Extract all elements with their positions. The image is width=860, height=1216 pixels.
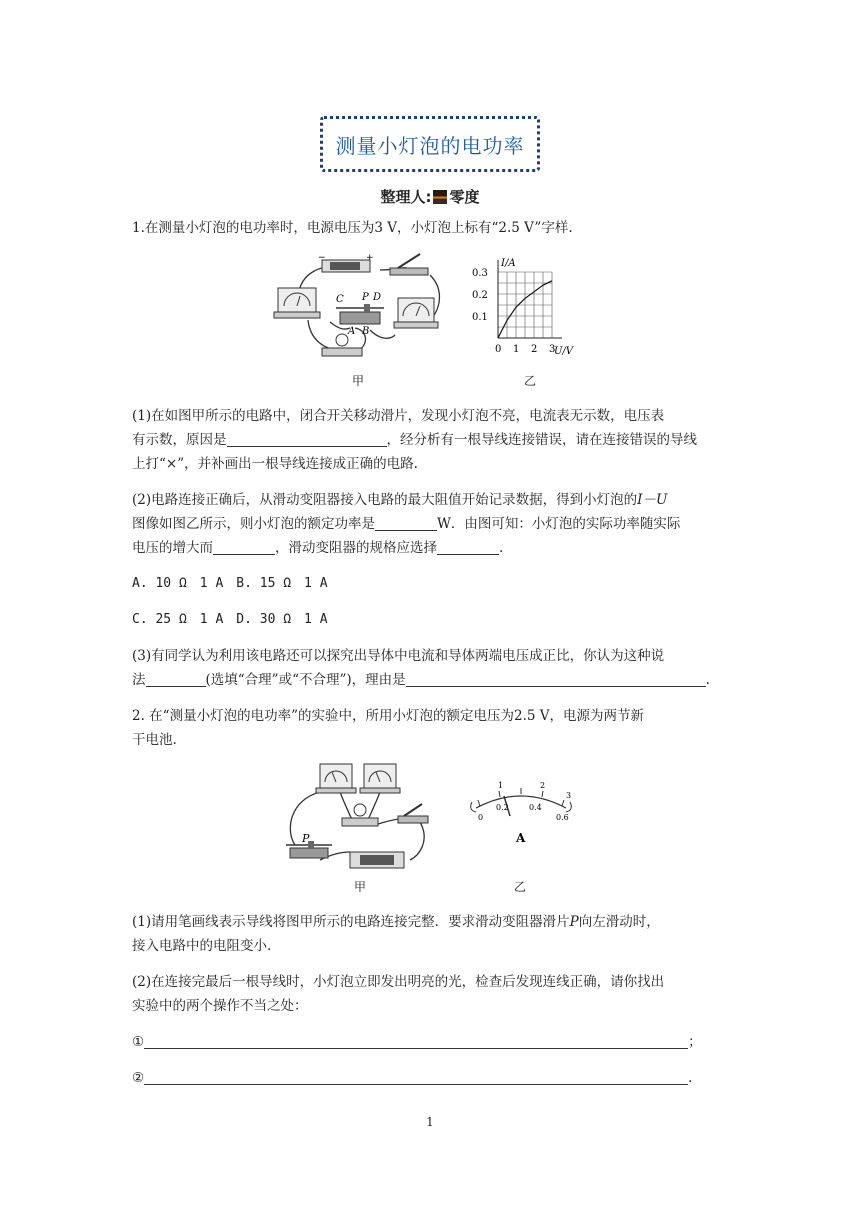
q1-options-cd: C. 25 Ω 1 A D. 30 Ω 1 A	[132, 612, 328, 627]
dial-tick-02: 0.2	[496, 803, 509, 812]
q2-bulb-base-icon	[342, 818, 378, 826]
dial-unit: A	[516, 831, 526, 845]
q1-part2-text-a: (2)电路连接正确后，从滑动变阻器接入电路的最大阻值开始记录数据，得到小灯泡的	[132, 492, 638, 508]
q2-part2-line1: (2)在连接完最后一根导线时，小灯泡立即发出明亮的光，检查后发现连线正确，请你找出	[132, 974, 665, 990]
q1-part3-text-b: (选填“合理”或“不合理”)，理由是	[205, 672, 406, 688]
q1-part1-text-b: ，经分析有一根导线连接错误，请在连接错误的导线	[386, 432, 697, 448]
author-line	[0, 186, 860, 207]
dial-outer-1: 1	[498, 781, 504, 790]
svg-text:+: +	[366, 253, 374, 263]
q1-part3-line2	[132, 668, 732, 692]
q2-part1-text-a: (1)请用笔画线表示导线将图甲所示的电路连接完整．要求滑动变阻器滑片	[132, 914, 570, 930]
author-avatar-icon	[433, 190, 447, 204]
y-axis-label: I/A	[501, 258, 516, 269]
q1-part2-text-b: 图像如图乙所示，则小灯泡的额定功率是	[132, 516, 375, 532]
q2-item1-end: ；	[688, 1034, 702, 1050]
switch-icon	[390, 268, 428, 275]
q2-part1-text-b: 向左滑动时，	[578, 914, 660, 930]
q1-part3-text-a: 法	[132, 672, 146, 688]
q1-options-ab: A. 10 Ω 1 A B. 15 Ω 1 A	[132, 576, 328, 591]
q2-item2-blank[interactable]	[144, 1070, 688, 1085]
q1-part2-text-c: W．由图可知：小灯泡的实际功率随实际	[437, 516, 681, 532]
q2-stem-line1: 2. 在“测量小灯泡的电功率”的实验中，所用小灯泡的额定电压为2.5 V，电源为两节新	[132, 708, 644, 724]
q1-part2-text-d: 电压的增大而	[132, 540, 213, 556]
q2-part1-p: P	[569, 914, 579, 930]
q1-part1-line2	[132, 428, 732, 452]
q2-fig-jia-caption: 甲	[354, 880, 367, 894]
bulb-base-icon	[322, 348, 362, 356]
q2-ammeter-icon	[320, 764, 352, 790]
q1-trend-blank[interactable]	[213, 540, 275, 555]
q2-item2	[132, 1066, 732, 1090]
q1-part2-line3	[132, 536, 732, 560]
y-tick-label: 0.2	[472, 290, 488, 301]
q2-part2-line2: 实验中的两个操作不当之处：	[132, 998, 308, 1014]
q2-fig-yi-caption: 乙	[514, 880, 527, 894]
dial-outer-2: 2	[540, 781, 546, 790]
q2-circuit-figure	[280, 760, 440, 872]
q1-part2-text-e: ，滑动变阻器的规格应选择	[275, 540, 437, 556]
dial-tick-04: 0.4	[529, 803, 542, 812]
y-tick-label: 0.3	[472, 268, 488, 279]
q2-part1-line2: 接入电路中的电阻变小.	[132, 938, 272, 954]
label-p: P	[362, 292, 369, 303]
label-a: A	[348, 326, 356, 337]
q2-item2-marker: ②	[132, 1070, 145, 1086]
q1-circuit-figure	[270, 250, 450, 370]
author-label: 整理人:	[380, 188, 432, 206]
dial-outer-3: 3	[566, 791, 572, 800]
q1-reason-blank[interactable]	[406, 672, 706, 687]
q2-part1-line1	[132, 910, 732, 934]
dial-tick-0: 0	[478, 813, 484, 822]
x-tick-label: 2	[531, 344, 538, 355]
q1-part1-answer-blank[interactable]	[227, 432, 387, 447]
q2-voltmeter-icon	[364, 764, 396, 790]
q1-part2-text-f: .	[499, 540, 504, 556]
x-tick-label: 1	[513, 344, 520, 355]
q1-part1-line3: 上打“×”，并补画出一根导线连接成正确的电路.	[132, 456, 418, 472]
label-c: C	[336, 294, 344, 305]
q2-ammeter-dial	[458, 780, 584, 850]
q2-bulb-icon	[354, 804, 366, 816]
q1-part2-line2	[132, 512, 732, 536]
q1-fig-yi-caption: 乙	[524, 374, 537, 388]
author-name: 零度	[449, 188, 480, 206]
q1-part3-line1: (3)有同学认为利用该电路还可以探究出导体中电流和导体两端电压成正比，你认为这种说	[132, 648, 665, 664]
page-number: 1	[426, 1115, 434, 1129]
ammeter-icon	[278, 288, 316, 314]
q1-reasonable-blank[interactable]	[146, 672, 206, 687]
q2-label-p: P	[302, 832, 310, 845]
label-d: D	[373, 292, 382, 303]
q1-part2-iu: I－U	[637, 492, 668, 508]
q1-part1-text-a: 有示数，原因是	[132, 432, 227, 448]
title-box	[320, 116, 540, 172]
label-b: B	[362, 326, 370, 337]
x-tick-label: 0	[495, 344, 502, 355]
x-tick-label: 3	[549, 344, 556, 355]
dial-tick-06: 0.6	[556, 813, 569, 822]
y-tick-label: 0.1	[472, 312, 488, 323]
q1-part2-line1	[132, 488, 732, 512]
q2-rheostat-icon	[290, 848, 328, 858]
q2-stem-line2: 干电池.	[132, 732, 177, 748]
page-title: 测量小灯泡的电功率	[335, 133, 525, 158]
svg-text:−: −	[318, 253, 326, 263]
q2-item1-blank[interactable]	[144, 1034, 688, 1049]
q1-power-blank[interactable]	[375, 516, 437, 531]
q1-iu-chart	[468, 258, 588, 364]
q1-stem: 1.在测量小灯泡的电功率时，电源电压为3 V，小灯泡上标有“2.5 V”字样.	[132, 220, 573, 236]
voltmeter-icon	[398, 298, 434, 324]
rheostat-icon	[340, 312, 380, 324]
bulb-icon	[336, 334, 348, 346]
q2-item1-marker: ①	[132, 1034, 145, 1050]
q1-part3-text-c: .	[705, 672, 710, 688]
q2-switch-icon	[398, 816, 428, 823]
q2-item2-end: .	[688, 1070, 693, 1086]
q1-rheostat-blank[interactable]	[437, 540, 499, 555]
q1-fig-jia-caption: 甲	[352, 374, 365, 388]
q2-item1	[132, 1030, 732, 1054]
q1-part1-line1: (1)在如图甲所示的电路中，闭合开关移动滑片，发现小灯泡不亮，电流表无示数，电压表	[132, 408, 665, 424]
x-axis-label: U/V	[554, 346, 574, 357]
